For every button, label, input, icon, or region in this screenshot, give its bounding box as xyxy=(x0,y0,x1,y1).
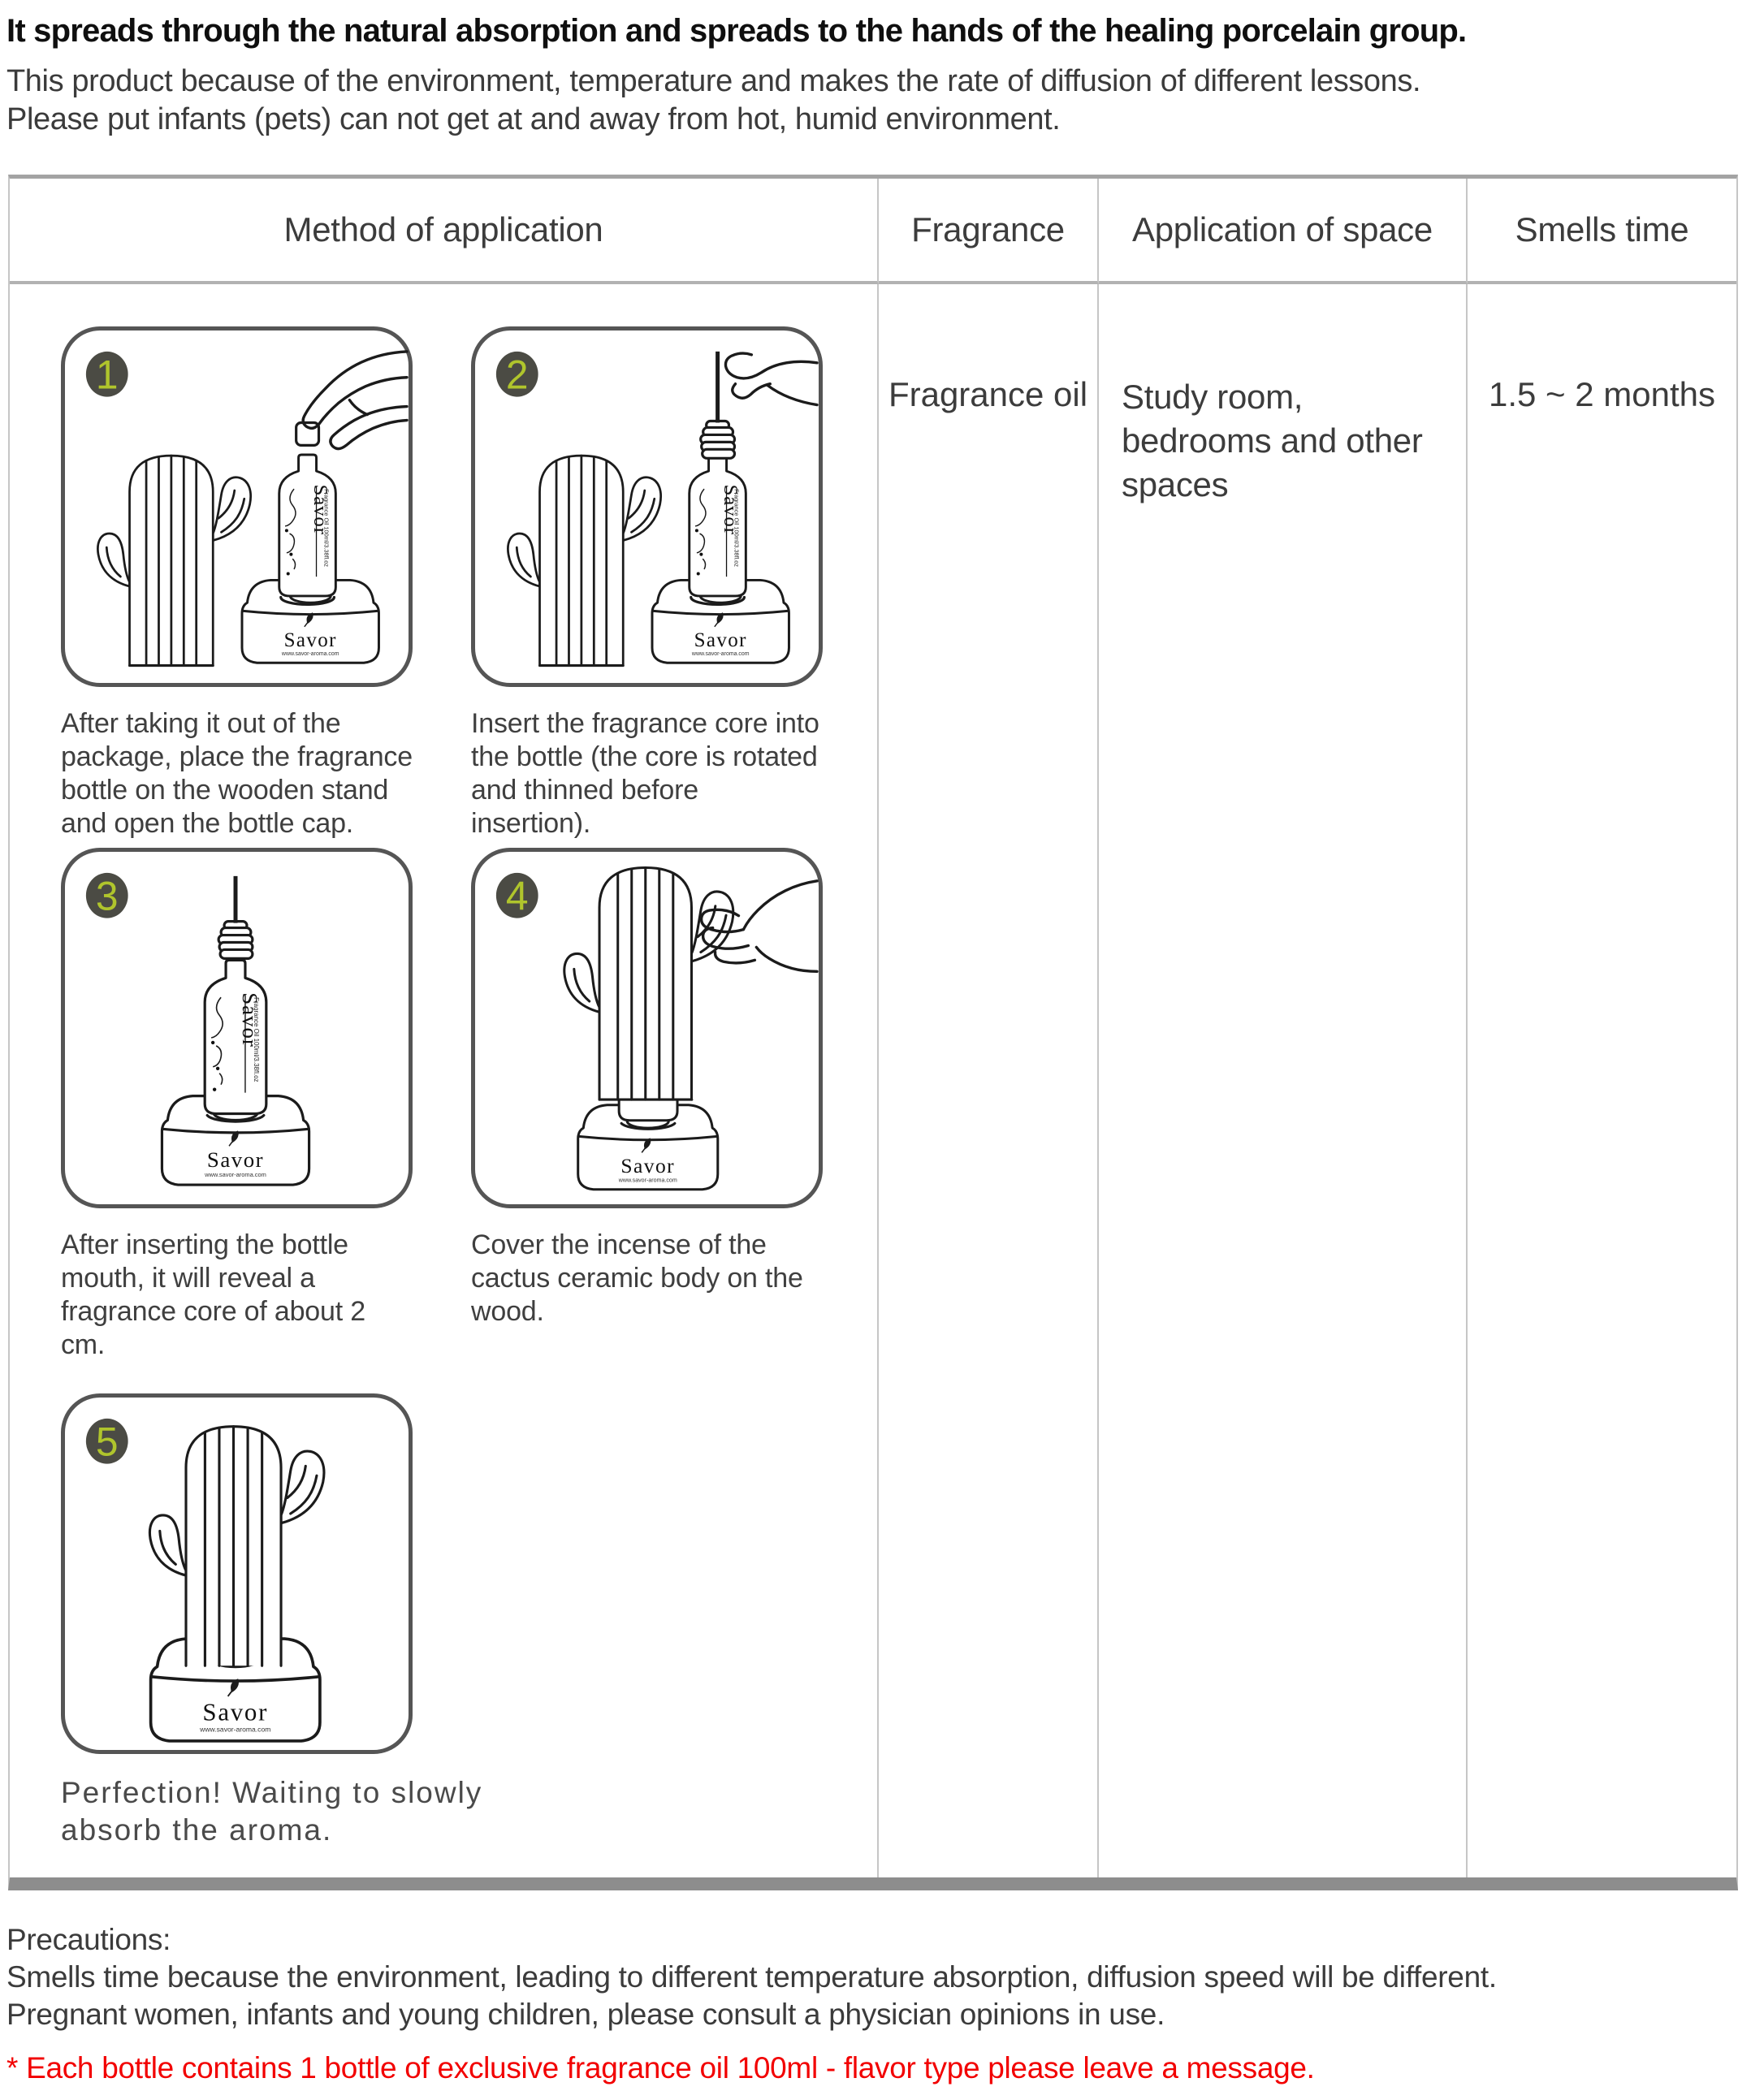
instruction-table xyxy=(8,175,1738,1890)
step-number: 3 xyxy=(95,873,119,919)
step-5-illustration xyxy=(61,1393,413,1754)
intro-title: It spreads through the natural absorption and spreads to the hands of the healing porcelain group. xyxy=(6,13,1467,49)
step-1-caption: After taking it out of the package, place the fragrance bottle on the wooden stand and open the bottle cap. xyxy=(61,708,413,839)
precautions-line-1: Smells time because the environment, leading to different temperature absorption, diffusion speed will be different. xyxy=(6,1960,1497,1994)
step-number: 1 xyxy=(95,352,119,398)
step-2-illustration xyxy=(471,326,823,687)
header-time: Smells time xyxy=(1468,179,1736,284)
step-4-caption: Cover the incense of the cactus ceramic body on the wood. xyxy=(471,1229,803,1327)
method-cell xyxy=(10,284,879,1877)
step-4-illustration xyxy=(471,848,823,1208)
step-3-caption: After inserting the bottle mouth, it will reveal a fragrance core of about 2 cm. xyxy=(61,1229,365,1360)
time-cell: 1.5 ~ 2 months xyxy=(1488,375,1715,413)
step-5 xyxy=(61,1393,483,1849)
header-space: Application of space xyxy=(1099,179,1468,284)
step-2-caption: Insert the fragrance core into the bottle (the core is rotated and thinned before insertion). xyxy=(471,708,819,839)
step-number: 4 xyxy=(505,873,529,919)
header-fragrance: Fragrance xyxy=(879,179,1099,284)
step-5-caption: Perfection! Waiting to slowly absorb the aroma. xyxy=(61,1776,483,1847)
step-1 xyxy=(61,326,413,840)
step-3-illustration xyxy=(61,848,413,1208)
precautions-line-2: Pregnant women, infants and young children, please consult a physician opinions in use. xyxy=(6,1998,1165,2031)
fragrance-cell: Fragrance oil xyxy=(879,284,1099,1877)
step-4 xyxy=(471,848,823,1328)
space-cell: Study room, bedrooms and other spaces xyxy=(1099,284,1468,1877)
hand-holding-core-icon xyxy=(725,353,817,404)
header-method: Method of application xyxy=(10,179,879,284)
step-3 xyxy=(61,848,413,1362)
step-number: 2 xyxy=(505,352,529,398)
intro-line-1: This product because of the environment, temperature and makes the rate of diffusion of different lessons. xyxy=(6,64,1421,98)
step-number: 5 xyxy=(95,1419,119,1465)
step-1-illustration xyxy=(61,326,413,687)
step-2 xyxy=(471,326,823,840)
intro-line-2: Please put infants (pets) can not get at and away from hot, humid environment. xyxy=(6,102,1061,136)
precautions-label: Precautions: xyxy=(6,1923,171,1956)
intro-section xyxy=(6,10,1753,139)
precautions-section xyxy=(6,1921,1753,2087)
red-note: * Each bottle contains 1 bottle of exclusive fragrance oil 100ml - flavor type please leave a message. xyxy=(6,2051,1315,2085)
